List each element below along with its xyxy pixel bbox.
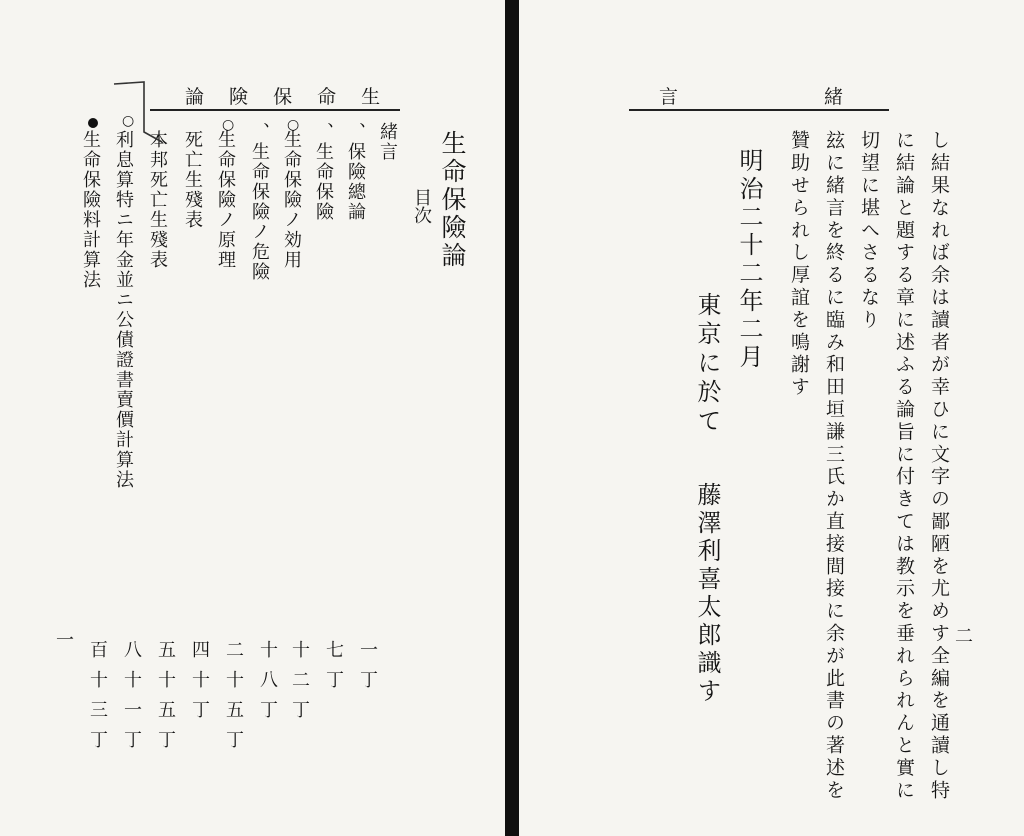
toc-entry-title: 生命保險ノ原理 bbox=[215, 130, 236, 270]
toc-entry-page: 十八丁 bbox=[257, 640, 278, 730]
toc-entry-title: 死亡生殘表 bbox=[182, 130, 203, 230]
toc-entry-title: 、保險總論 bbox=[345, 122, 366, 222]
body-column: 贊助せられし厚誼を鳴謝す bbox=[788, 130, 810, 399]
right-page bbox=[519, 0, 1024, 836]
body-column: に結論と題する章に述ふる論旨に付きては教示を垂れられんと實に bbox=[893, 130, 915, 802]
toc-entry-title: 緒言 bbox=[377, 122, 398, 162]
toc-entry-title: 生命保險料計算法 bbox=[80, 130, 101, 290]
page-number-right: 二 bbox=[952, 626, 973, 644]
toc-entry-page: 五十五丁 bbox=[155, 640, 176, 760]
running-head-right: 言 緒 bbox=[659, 86, 844, 108]
toc-entry-title: 、生命保險 bbox=[313, 122, 334, 222]
toc-entry-page: 一丁 bbox=[357, 640, 378, 700]
header-rule-right bbox=[629, 109, 889, 111]
small-circle-mark: ○ bbox=[122, 113, 135, 129]
date-line: 明治二十二年二月 bbox=[735, 148, 763, 372]
pencil-bracket-mark bbox=[108, 76, 168, 166]
toc-entry-title: 生命保險ノ効用 bbox=[281, 130, 302, 270]
small-circle-mark: ○ bbox=[222, 117, 235, 133]
toc-entry-page: 二十五丁 bbox=[223, 640, 244, 760]
toc-entry-page: 四十丁 bbox=[189, 640, 210, 730]
toc-entry-title: 、生命保險ノ危險 bbox=[249, 122, 270, 282]
toc-entry-page: 八十一丁 bbox=[121, 640, 142, 760]
toc-heading: 目次 bbox=[411, 188, 432, 224]
toc-entry-title: 本邦死亡生殘表 bbox=[147, 130, 168, 270]
author-signature: 藤澤利喜太郎識す bbox=[693, 482, 721, 706]
place-line: 東京に於て bbox=[693, 292, 721, 437]
ink-dot-mark bbox=[88, 118, 98, 128]
page-number-left: 一 bbox=[53, 630, 74, 648]
toc-entry-title: 利息算特ニ年金並ニ公債證書賣價計算法 bbox=[113, 130, 134, 490]
body-column: し結果なれば余は讀者が幸ひに文字の鄙陋を尤めす全編を通讀し特 bbox=[928, 130, 950, 802]
left-page bbox=[0, 0, 505, 836]
book-gutter bbox=[505, 0, 519, 836]
book-title: 生命保險論 bbox=[438, 130, 467, 270]
running-head-left: 論 険 保 命 生 bbox=[185, 86, 390, 108]
body-column: 切望に堪へさるなり bbox=[858, 130, 880, 332]
header-rule-left bbox=[150, 109, 400, 111]
toc-entry-page: 十二丁 bbox=[289, 640, 310, 730]
small-circle-mark: ○ bbox=[287, 117, 300, 133]
toc-entry-page: 百十三丁 bbox=[87, 640, 108, 760]
toc-entry-page: 七丁 bbox=[323, 640, 344, 700]
body-column: 玆に緒言を終るに臨み和田垣謙三氏か直接間接に余が此書の著述を bbox=[823, 130, 845, 802]
